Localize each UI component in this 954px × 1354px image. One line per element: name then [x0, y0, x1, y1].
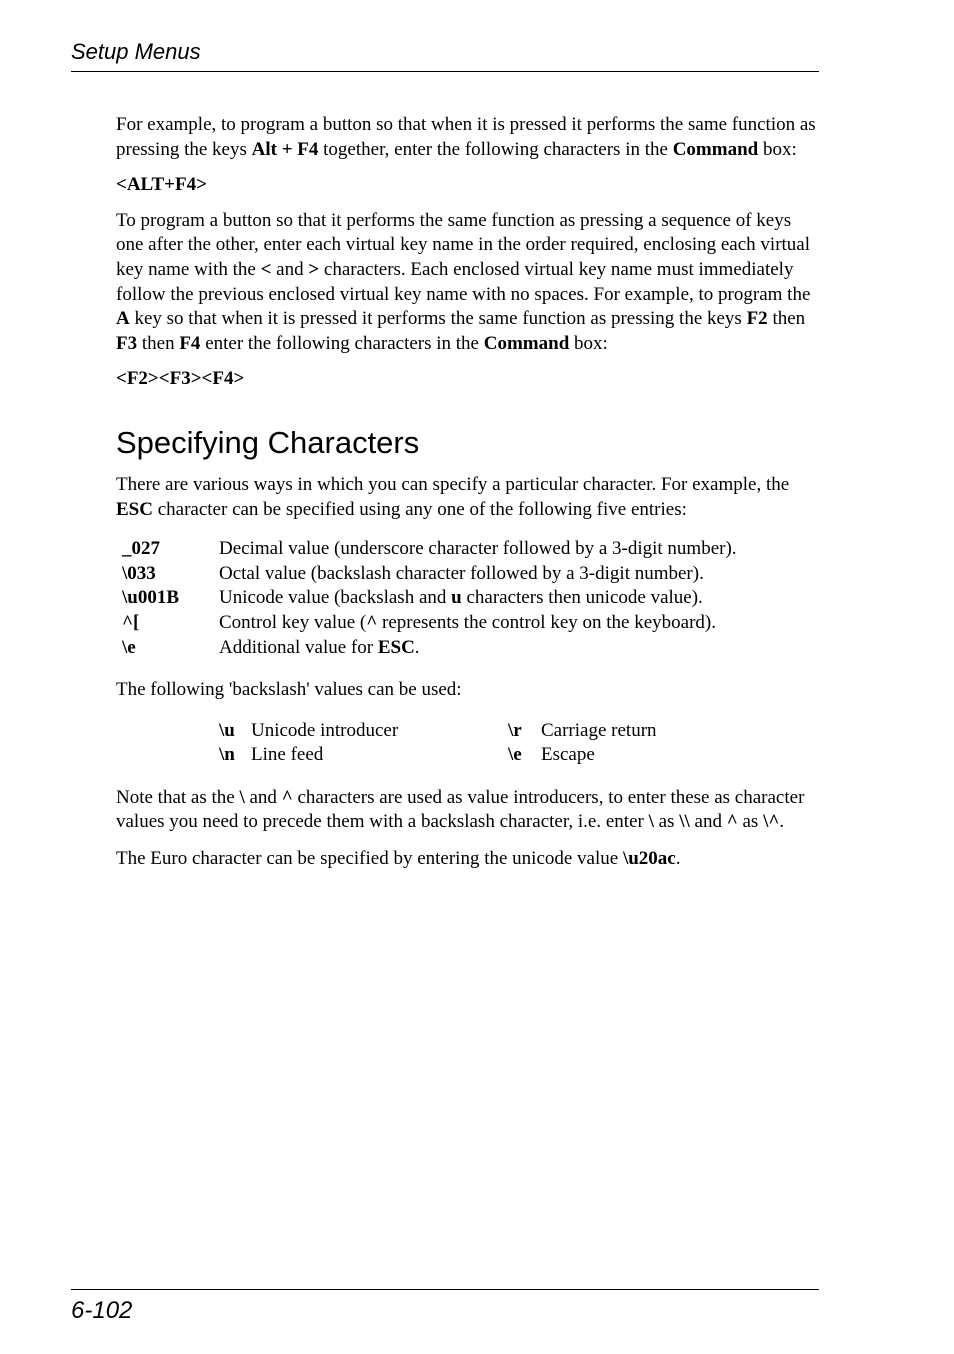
table-row	[219, 719, 818, 744]
text: .	[779, 811, 785, 833]
value-code: \e	[508, 744, 522, 766]
text: as	[653, 811, 680, 833]
entry-description	[219, 611, 716, 636]
text: To program a button so that it performs the same function as pressing a sequence of keys one after the other, enter each virtual key name in the order required, enclosing each virtual key name with the	[116, 209, 811, 280]
text: box:	[569, 332, 608, 354]
value-code: \u	[219, 719, 235, 741]
text: The Euro character can be specified by entering the unicode value	[116, 848, 623, 870]
table-row	[122, 537, 818, 562]
paragraph-alt-f4-example	[116, 113, 818, 162]
entry-code: _027	[122, 538, 160, 560]
table-row	[122, 562, 818, 587]
text: then	[137, 332, 180, 354]
backslash-values-table	[219, 719, 818, 768]
paragraph-backslash-intro: The following 'backslash' values can be used:	[116, 679, 462, 701]
entry-code: ^[	[122, 611, 140, 633]
table-row	[219, 743, 818, 768]
text: characters then unicode value).	[461, 587, 703, 609]
key-name: F3	[116, 332, 138, 354]
code-example-alt-f4: <ALT+F4>	[116, 174, 207, 196]
key-name: u	[451, 587, 462, 609]
page-content	[116, 113, 818, 872]
paragraph-escaping-note	[116, 786, 818, 835]
command-box-label: Command	[672, 138, 759, 160]
entry-description: Octal value (backslash character followed by a 3-digit number).	[219, 562, 704, 584]
key-name: ^	[726, 811, 738, 833]
code-example-sequence: <F2><F3><F4>	[116, 368, 245, 390]
text: character can be specified using any one of the following five entries:	[152, 498, 687, 520]
text: Unicode value (backslash and	[219, 587, 452, 609]
value-description: Escape	[541, 744, 595, 766]
key-name: ESC	[377, 636, 415, 658]
entry-code: \e	[122, 636, 136, 658]
key-name: >	[308, 258, 320, 280]
text: as	[737, 811, 764, 833]
value-description: Unicode introducer	[251, 719, 399, 741]
esc-entries-table	[122, 537, 818, 660]
value-description: Carriage return	[541, 719, 657, 741]
header-divider	[71, 71, 819, 72]
entry-code: \033	[122, 562, 156, 584]
key-name: Alt + F4	[251, 138, 319, 160]
table-row	[122, 636, 818, 661]
paragraph-specifying	[116, 473, 818, 522]
text: characters are used as value introducers, to enter these as character values you need to precede them with a backslash character, i.e. enter	[116, 786, 805, 833]
text: and	[689, 811, 727, 833]
paragraph-key-sequence	[116, 209, 818, 357]
table-row	[122, 611, 818, 636]
entry-description	[219, 636, 420, 661]
text: characters. Each enclosed virtual key name must immediately follow the previous enclosed virtual key name with no spaces. For example, to program the	[116, 258, 811, 305]
key-name: \	[239, 786, 245, 808]
table-row	[122, 586, 818, 611]
running-header: Setup Menus	[71, 39, 201, 64]
key-name: ^	[366, 611, 378, 633]
entry-description	[219, 586, 703, 611]
text: key so that when it is pressed it performs the same function as pressing the keys	[129, 308, 747, 330]
text: represents the control key on the keyboard).	[377, 611, 716, 633]
key-name: <	[260, 258, 272, 280]
command-box-label: Command	[483, 332, 570, 354]
footer-divider	[71, 1289, 819, 1290]
text: and	[244, 786, 282, 808]
key-name: \u20ac	[622, 848, 676, 870]
paragraph-euro	[116, 847, 818, 872]
value-code: \n	[219, 744, 235, 766]
text: together, enter the following characters in the	[318, 138, 673, 160]
text: There are various ways in which you can specify a particular character. For example, the	[116, 473, 790, 495]
key-name: ^	[281, 786, 293, 808]
key-name: A	[116, 308, 130, 330]
key-name: F4	[179, 332, 201, 354]
text: Note that as the	[116, 786, 240, 808]
value-description: Line feed	[251, 744, 324, 766]
text: enter the following characters in the	[200, 332, 484, 354]
text: box:	[758, 138, 797, 160]
text: then	[767, 308, 806, 330]
value-code: \r	[508, 719, 522, 741]
entry-description: Decimal value (underscore character followed by a 3-digit number).	[219, 538, 737, 560]
key-name: ESC	[116, 498, 153, 520]
key-name: F2	[746, 308, 768, 330]
text: Control key value (	[219, 611, 367, 633]
text: Additional value for	[219, 636, 378, 658]
key-name: \\	[679, 811, 690, 833]
text: .	[675, 848, 681, 870]
key-name: \^	[763, 811, 780, 833]
key-name: \	[648, 811, 654, 833]
text: For example, to program a button so that when it is pressed it performs the same function as pressing the keys	[116, 114, 816, 160]
page-number: 6-102	[71, 1297, 133, 1324]
text: .	[414, 636, 420, 658]
text: and	[271, 258, 309, 280]
entry-code: \u001B	[122, 587, 180, 609]
section-title: Specifying Characters	[116, 424, 420, 460]
